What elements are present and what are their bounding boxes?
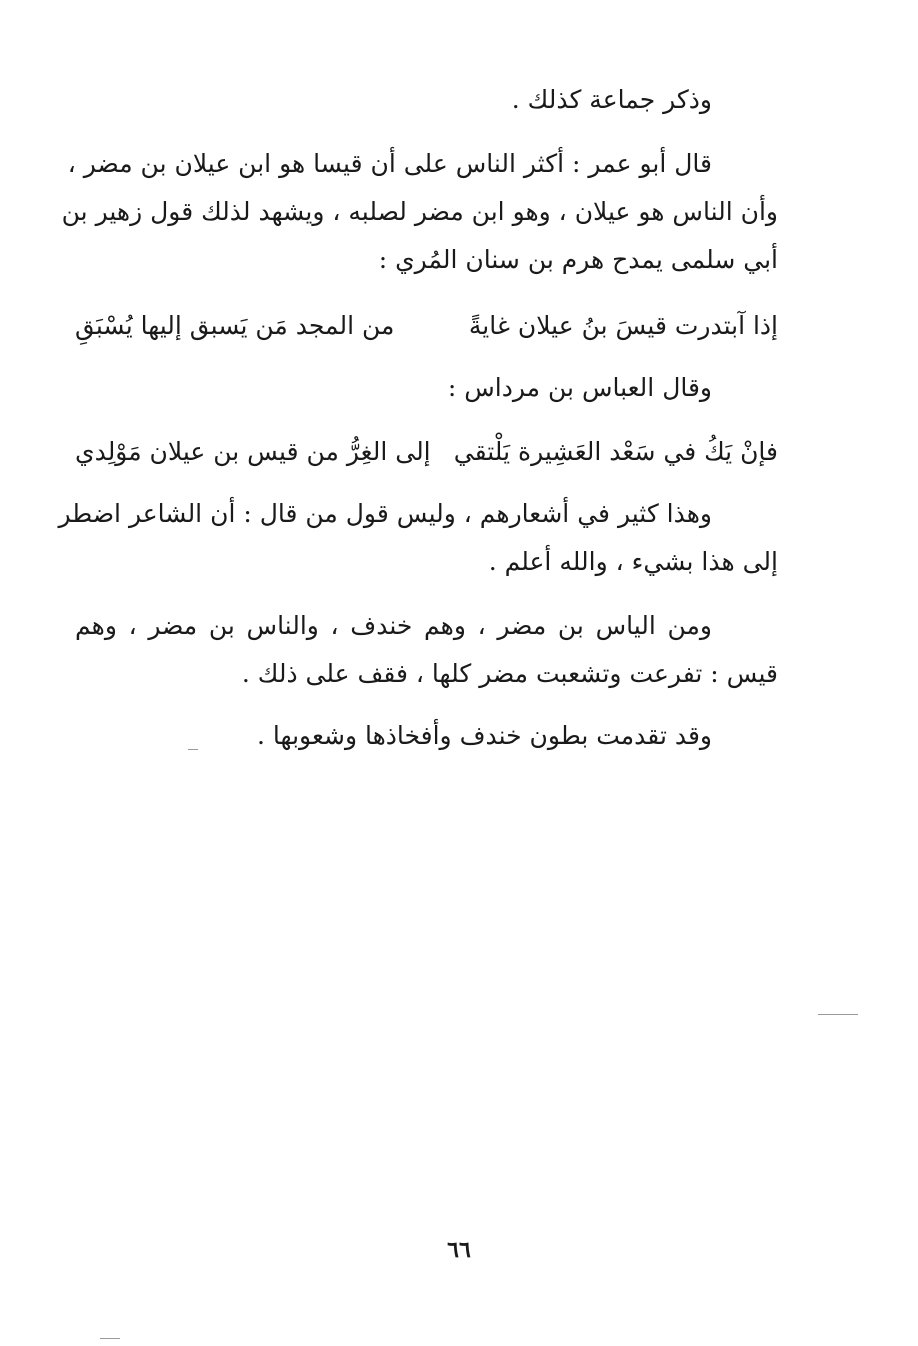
verse-line [75, 306, 778, 346]
verse-second-hemistich: إلى الغِرُّ من قيس بن عيلان مَوْلِدي [75, 437, 431, 466]
scan-mark [818, 1014, 858, 1015]
page-number: ٦٦ [447, 1237, 471, 1263]
paragraph-line: ومن الياس بن مضر ، وهم خندف ، والناس بن مضر ، وهم [75, 611, 712, 640]
paragraph-line: وذكر جماعة كذلك . [511, 85, 712, 114]
paragraph-line: أبي سلمى يمدح هرم بن سنان المُري : [378, 245, 778, 274]
verse-first-hemistich: فإنْ يَكُ في سَعْد العَشِيرة يَلْتقي [453, 437, 778, 466]
verse-first-hemistich: إذا آبتدرت قيسَ بنُ عيلان غايةً [468, 311, 778, 340]
paragraph-line: وأن الناس هو عيلان ، وهو ابن مضر لصلبه ، ويشهد لذلك قول زهير بن [61, 197, 778, 226]
scan-mark [188, 749, 198, 750]
paragraph-line: وقد تقدمت بطون خندف وأفخاذها وشعوبها . [257, 721, 712, 750]
scan-mark [100, 1338, 120, 1339]
paragraph-line: وقال العباس بن مرداس : [447, 373, 712, 402]
paragraph-line: قال أبو عمر : أكثر الناس على أن قيسا هو ابن عيلان بن مضر ، [67, 149, 712, 178]
paragraph-line: قيس : تفرعت وتشعبت مضر كلها ، فقف على ذلك . [241, 659, 778, 688]
verse-second-hemistich: من المجد مَن يَسبق إليها يُسْبَقِ [75, 311, 395, 340]
verse-line [75, 432, 778, 472]
paragraph-line: إلى هذا بشيء ، والله أعلم . [488, 547, 778, 576]
paragraph-line: وهذا كثير في أشعارهم ، وليس قول من قال : أن الشاعر اضطر [58, 499, 712, 528]
